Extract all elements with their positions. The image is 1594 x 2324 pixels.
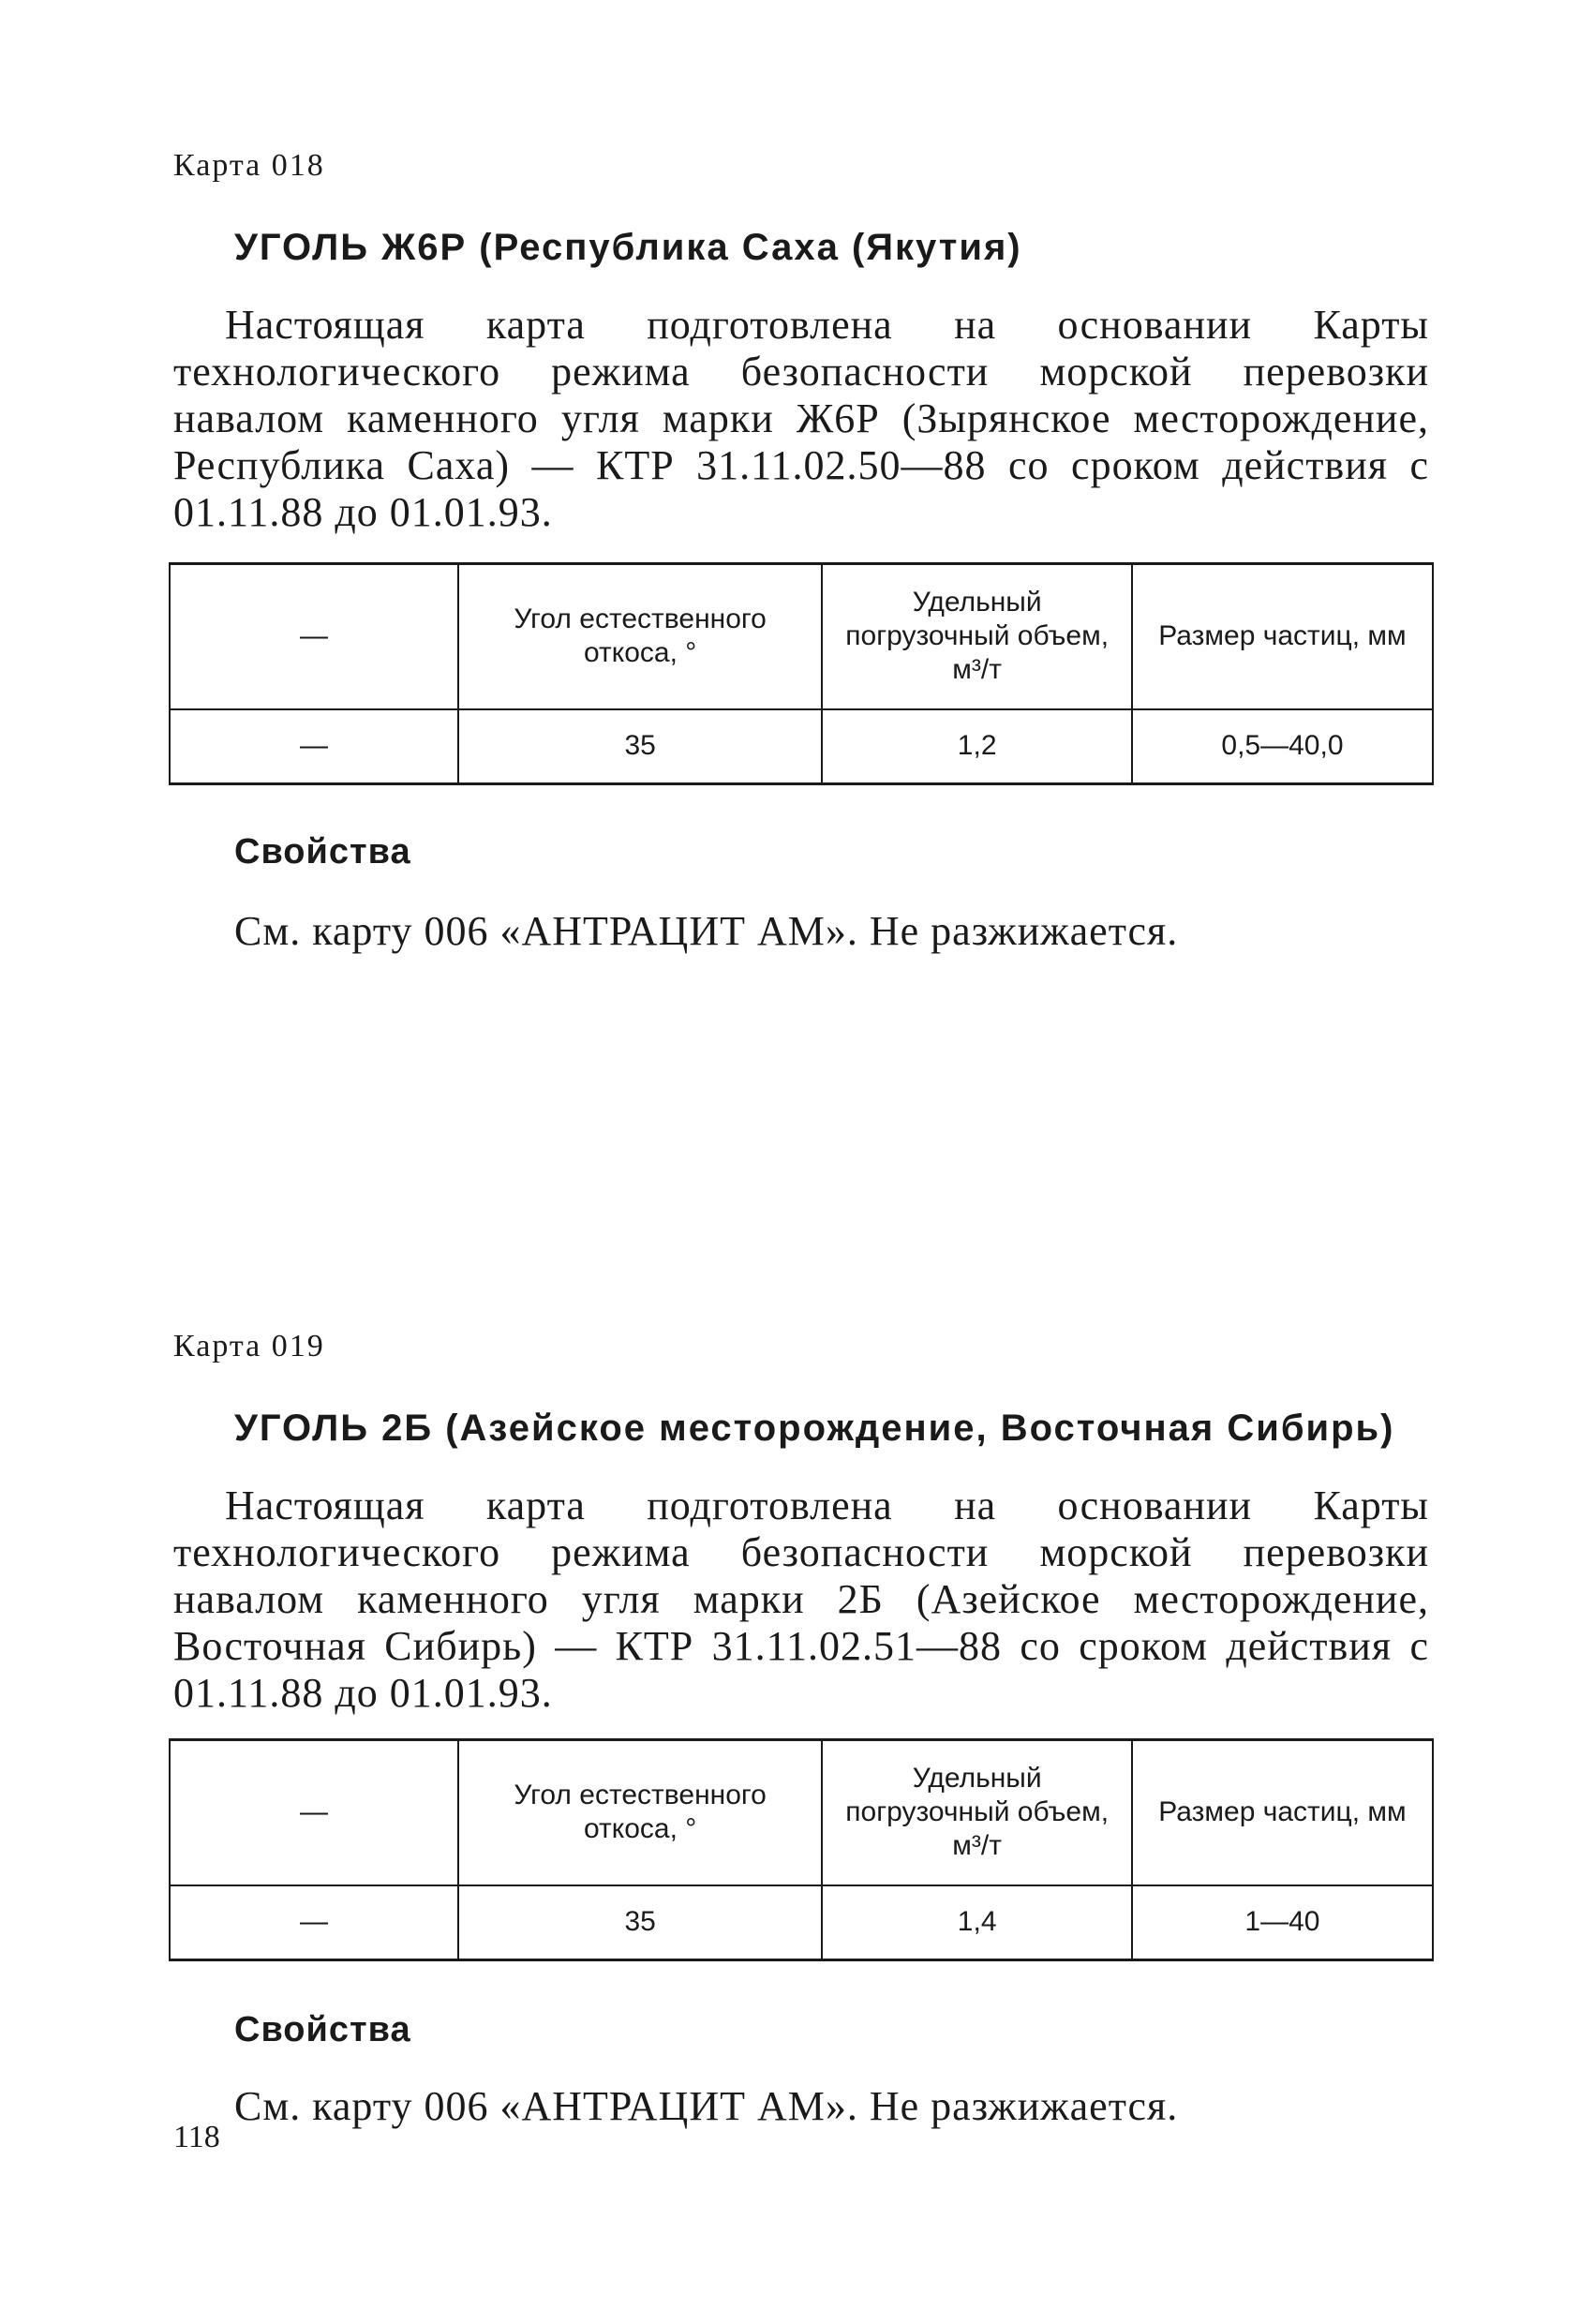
properties-table <box>169 1738 1434 1961</box>
properties-table <box>169 562 1434 785</box>
table-cell: — <box>170 709 458 784</box>
table-row <box>170 709 1433 784</box>
card-label: Карта 019 <box>173 1329 325 1363</box>
table-header-cell: — <box>170 564 458 709</box>
table-header-cell: Угол естественного откоса, ° <box>458 564 823 709</box>
table-header-row <box>170 1740 1433 1885</box>
properties-text: См. карту 006 «АНТРАЦИТ АМ». Не разжижается. <box>234 908 1179 954</box>
table-cell: 1,4 <box>822 1885 1132 1960</box>
card-title: УГОЛЬ 2Б (Азейское месторождение, Восточная Сибирь) <box>234 1408 1395 1449</box>
properties-heading: Свойства <box>234 2010 411 2049</box>
table-row <box>170 1885 1433 1960</box>
card-title: УГОЛЬ Ж6Р (Республика Саха (Якутия) <box>234 227 1022 268</box>
table-header-cell: Размер частиц, мм <box>1132 1740 1433 1885</box>
table-cell: 1,2 <box>822 709 1132 784</box>
table-cell: 35 <box>458 1885 823 1960</box>
card-label: Карта 018 <box>173 148 325 183</box>
table-header-cell: Угол естественного откоса, ° <box>458 1740 823 1885</box>
table-cell: — <box>170 1885 458 1960</box>
table-cell: 35 <box>458 709 823 784</box>
table-cell: 0,5—40,0 <box>1132 709 1433 784</box>
properties-text: См. карту 006 «АНТРАЦИТ АМ». Не разжижается. <box>234 2083 1179 2129</box>
table-header-row <box>170 564 1433 709</box>
table-cell: 1—40 <box>1132 1885 1433 1960</box>
table-header-cell: — <box>170 1740 458 1885</box>
properties-heading: Свойства <box>234 832 411 872</box>
table-header-cell: Размер частиц, мм <box>1132 564 1433 709</box>
page-number: 118 <box>173 2120 220 2154</box>
card-intro-paragraph: Настоящая карта подготовлена на основании Карты технологического режима безопасности морской перевозки навалом каменного угля марки Ж6Р (Зырянское месторождение, Республика Саха) — КТР 31.11.02.50—88 со сроком действия с 01.11.88 до 01.01.93. <box>173 302 1429 535</box>
table-header-cell: Удельный погрузочный объем, м³/т <box>822 1740 1132 1885</box>
card-intro-paragraph: Настоящая карта подготовлена на основании Карты технологического режима безопасности морской перевозки навалом каменного угля марки 2Б (Азейское месторождение, Восточная Сибирь) — КТР 31.11.02.51—88 со сроком действия с 01.11.88 до 01.01.93. <box>173 1482 1429 1716</box>
table-header-cell: Удельный погрузочный объем, м³/т <box>822 564 1132 709</box>
